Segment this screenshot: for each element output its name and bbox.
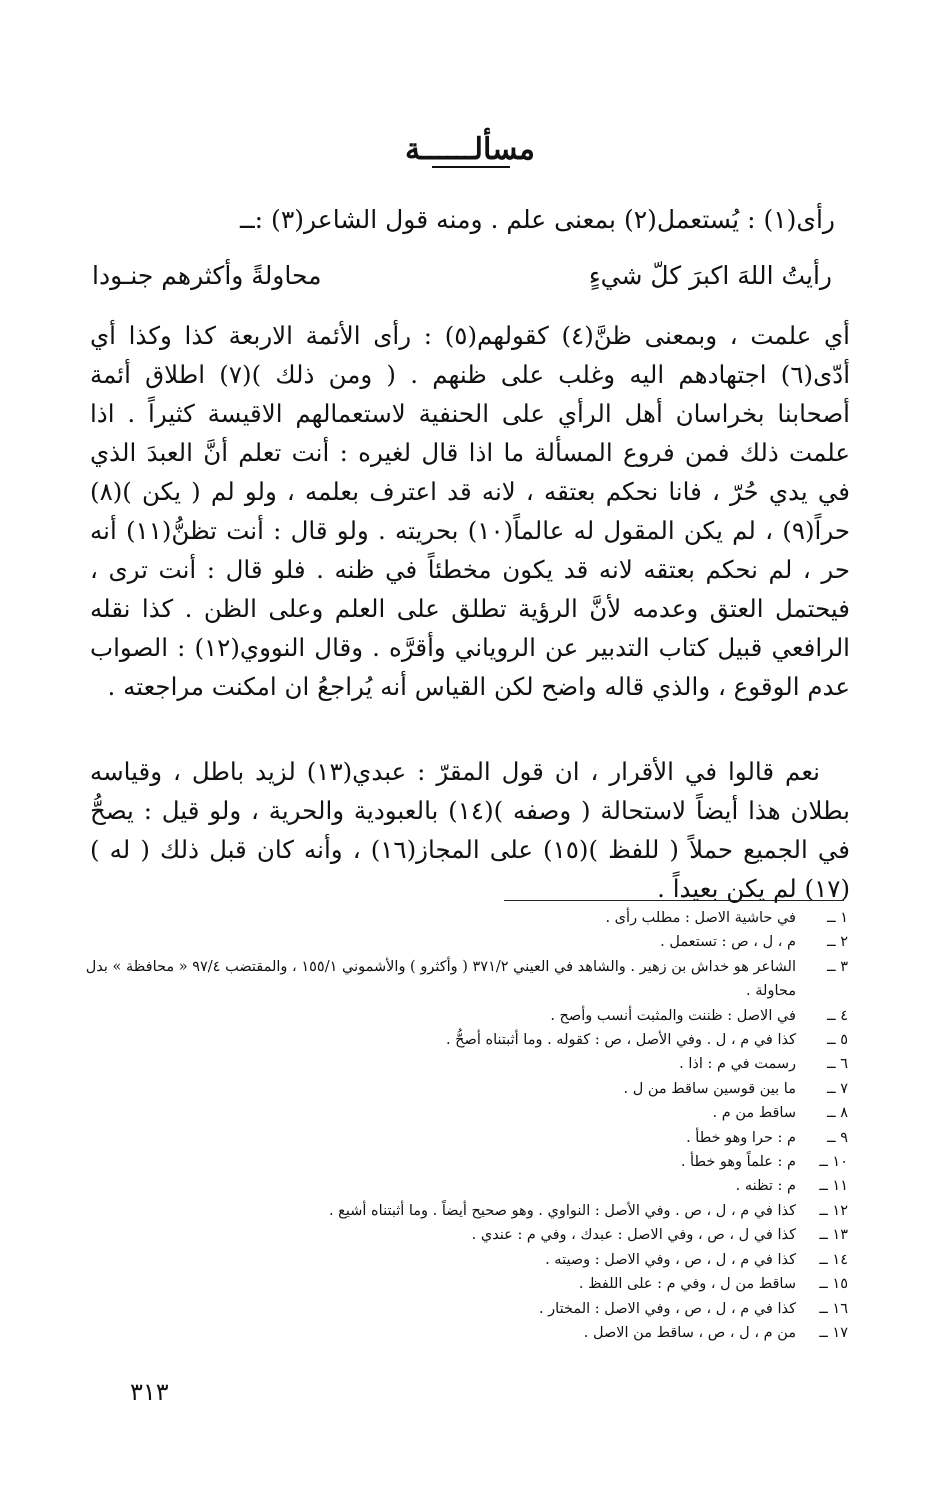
footnote-item: [48, 1248, 848, 1272]
footnote-number: ١٤ ــ: [819, 1251, 848, 1268]
footnote-item: [48, 906, 848, 930]
main-paragraph-2: نعم قالوا في الأقرار ، ان قول المقرّ : عبدي(١٣) لزيد باطل ، وقياسه بطلان هذا أيضاً لاستحالة ( وصفه )(١٤) بالعبودية والحرية ، ولو قيل : يصحُّ في الجميع حملاً ( للفظ )(١٥) على المجاز(١٦) ، وأنه كان قبل ذلك ( له )(١٧) لم يكن بعيداً .: [90, 757, 850, 903]
footnote-number: ٤ ــ: [827, 1007, 848, 1024]
footnote-item: [48, 1004, 848, 1028]
footnote-number: ٣ ــ: [827, 958, 848, 975]
footnote-item: [48, 1199, 848, 1223]
poetry-verse: [92, 256, 832, 296]
footnote-number: ٢ ــ: [827, 934, 848, 951]
verse-first-hemistich: رأيتُ اللهَ اكبرَ كلّ شيءٍ: [588, 261, 832, 290]
footnote-text: كذا في م ، ل ، ص ، وفي الاصل : وصيته .: [545, 1251, 796, 1268]
footnote-number: ١٧ ــ: [819, 1324, 848, 1341]
footnote-text: كذا في م ، ل . وفي الأصل ، ص : كقوله . وما أثبتناه أصحُّ .: [445, 1032, 796, 1049]
title-underline: [432, 166, 510, 168]
footnote-item: [48, 1077, 848, 1101]
footnote-text: الشاعر هو خداش بن زهير . والشاهد في العيني ٣٧١/٢ ( وأكثرو ) والأشموني ١٥٥/١ ، والمقتضب ٩٧/٤ « محافظة » بدل محاولة .: [85, 958, 796, 1000]
footnote-number: ٥ ــ: [827, 1032, 848, 1049]
footnote-text: م ، ل ، ص : تستعمل .: [660, 934, 796, 951]
footnote-item: [48, 1028, 848, 1052]
footnote-item: [48, 1321, 848, 1345]
footnote-number: ١ ــ: [827, 910, 848, 926]
footnote-number: ١٢ ــ: [819, 1202, 848, 1219]
footnote-number: ١٦ ــ: [819, 1300, 848, 1317]
page-number: ٣١٣: [130, 1378, 169, 1406]
footnote-text: ما بين قوسين ساقط من ل .: [623, 1080, 796, 1097]
footnote-number: ٦ ــ: [827, 1056, 848, 1073]
intro-line: رأى(١) : يُستعمل(٢) بمعنى علم . ومنه قول الشاعر(٣) :ــ: [240, 205, 835, 234]
footnote-item: [48, 1297, 848, 1321]
footnote-text: في حاشية الاصل : مطلب رأى .: [605, 910, 796, 926]
footnote-text: م : علماً وهو خطأ .: [680, 1154, 796, 1171]
footnote-text: ساقط من ل ، وفي م : على اللفظ .: [578, 1276, 796, 1293]
footnote-item: [48, 1174, 848, 1198]
footnote-item: [48, 930, 848, 954]
footnote-item: [48, 955, 848, 1004]
footnotes-list: [48, 906, 848, 1345]
footnote-text: كذا في م ، ل ، ص ، وفي الاصل : المختار .: [538, 1300, 796, 1317]
footnote-text: من م ، ل ، ص ، ساقط من الاصل .: [583, 1324, 796, 1341]
footnote-number: ١٠ ــ: [819, 1154, 848, 1171]
footnote-number: ١١ ــ: [819, 1178, 848, 1195]
footnote-item: [48, 1101, 848, 1125]
footnote-text: م : تظنه .: [735, 1178, 796, 1195]
footnote-number: ١٥ ــ: [819, 1276, 848, 1293]
footnote-item: [48, 1223, 848, 1247]
section-title: مسألــــــة: [405, 132, 535, 167]
footnote-item: [48, 1272, 848, 1296]
footnote-number: ٨ ــ: [827, 1105, 848, 1122]
footnote-item: [48, 1126, 848, 1150]
footnote-text: ساقط من م .: [712, 1105, 796, 1122]
footnote-separator: [504, 900, 844, 901]
footnote-text: رسمت في م : اذا .: [679, 1056, 796, 1073]
footnote-number: ٧ ــ: [827, 1080, 848, 1097]
footnote-item: [48, 1052, 848, 1076]
main-paragraph-1: أي علمت ، وبمعنى ظنَّ(٤) كقولهم(٥) : رأى الأئمة الاربعة كذا وكذا أي أدّى(٦) اجتهادهم اليه وغلب على ظنهم . ( ومن ذلك )(٧) اطلاق أئمة أصحابنا بخراسان أهل الرأي على الحنفية لاستعمالهم الاقيسة كثيراً . اذا علمت ذلك فمن فروع المسألة ما اذا قال لغيره : أنت تعلم أنَّ العبدَ الذي في يدي حُرّ ، فانا نحكم بعتقه ، لانه قد اعترف بعلمه ، ولو لم ( يكن )(٨) حراً(٩) ، لم يكن المقول له عالماً(١٠) بحريته . ولو قال : أنت تظنُّ(١١) أنه حر ، لم نحكم بعتقه لانه قد يكون مخطئاً في ظنه . فلو قال : أنت ترى ، فيحتمل العتق وعدمه لأنَّ الرؤية تطلق على العلم وعلى الظن . كذا نقله الرافعي قبيل كتاب التدبير عن الروياني وأقرَّه . وقال النووي(١٢) : الصواب عدم الوقوع ، والذي قاله واضح لكن القياس أنه يُراجعُ ان امكنت مراجعته .: [90, 321, 851, 701]
footnote-number: ٩ ــ: [827, 1129, 848, 1146]
verse-second-hemistich: محاولةً وأكثرهم جنـودا: [92, 261, 322, 290]
footnote-text: في الاصل : ظننت والمثبت أنسب وأصح .: [550, 1007, 796, 1024]
footnote-item: [48, 1150, 848, 1174]
footnote-text: كذا في ل ، ص ، وفي الاصل : عبدك ، وفي م : عندي .: [471, 1227, 796, 1244]
footnote-text: كذا في م ، ل ، ص . وفي الأصل : النواوي . وهو صحيح أيضاً . وما أثبتناه أشيع .: [328, 1202, 796, 1219]
footnote-number: ١٣ ــ: [819, 1227, 848, 1244]
footnote-text: م : حرا وهو خطأ .: [686, 1129, 796, 1146]
